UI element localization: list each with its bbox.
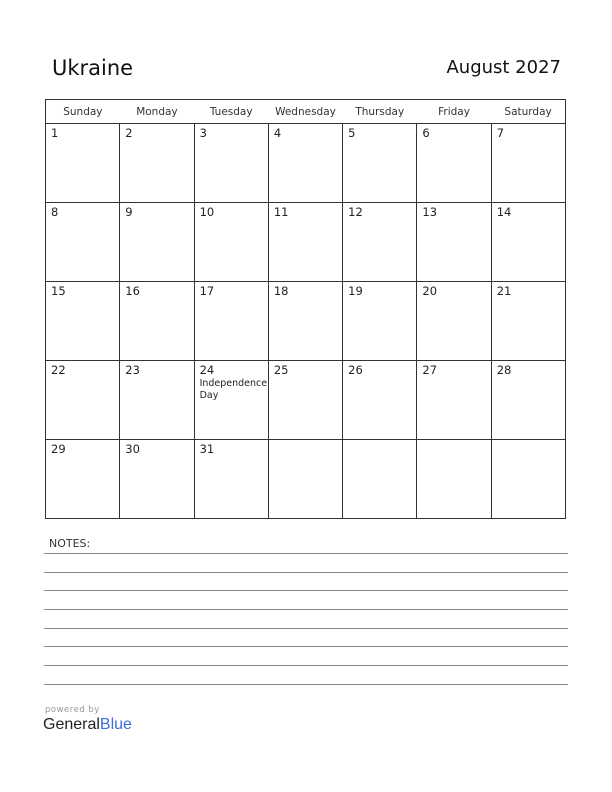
day-cell[interactable]: [268, 203, 342, 282]
day-number: 28: [496, 363, 512, 377]
day-cell[interactable]: [343, 124, 417, 203]
day-cell[interactable]: [343, 361, 417, 440]
day-cell[interactable]: [120, 282, 194, 361]
weekday-header: Monday: [120, 100, 194, 124]
day-number: 14: [496, 205, 512, 219]
day-number: 6: [422, 126, 430, 140]
day-number: 19: [348, 284, 363, 298]
day-number: 8: [51, 205, 59, 219]
day-cell: [491, 440, 565, 519]
day-number: 15: [51, 284, 66, 298]
day-number: 4: [273, 126, 282, 140]
day-number: 7: [496, 126, 505, 140]
weekday-header: Friday: [417, 100, 491, 124]
day-cell[interactable]: [194, 282, 268, 361]
week-row: [46, 361, 566, 440]
day-number: 31: [199, 442, 215, 456]
note-line: [44, 590, 568, 591]
day-number: 23: [125, 363, 140, 377]
day-cell[interactable]: [268, 361, 342, 440]
day-cell[interactable]: [417, 203, 491, 282]
notes-label: NOTES:: [49, 537, 91, 550]
note-line: [44, 553, 568, 554]
day-number: 2: [125, 126, 133, 140]
weekday-header: Sunday: [46, 100, 120, 124]
weekday-header-row: [46, 100, 566, 124]
day-cell[interactable]: [194, 203, 268, 282]
day-cell: [268, 440, 342, 519]
day-cell[interactable]: [194, 361, 268, 440]
note-line: [44, 684, 568, 685]
calendar-grid: [45, 99, 566, 519]
day-cell[interactable]: [46, 361, 120, 440]
week-row: [46, 282, 566, 361]
day-number: 18: [273, 284, 289, 298]
day-number: 17: [199, 284, 215, 298]
week-row: [46, 203, 566, 282]
day-cell[interactable]: [268, 282, 342, 361]
day-cell[interactable]: [46, 203, 120, 282]
day-number: 29: [51, 442, 66, 456]
day-cell[interactable]: [491, 203, 565, 282]
note-line: [44, 572, 568, 573]
day-cell[interactable]: [417, 361, 491, 440]
day-number: 9: [125, 205, 133, 219]
weekday-header: Saturday: [491, 100, 565, 124]
note-line: [44, 646, 568, 647]
note-line: [44, 665, 568, 666]
day-number: 10: [199, 205, 215, 219]
week-row: [46, 440, 566, 519]
day-number: 30: [125, 442, 140, 456]
day-number: 26: [348, 363, 363, 377]
day-number: 24: [199, 363, 215, 377]
month-year-title: August 2027: [446, 57, 561, 78]
day-number: 21: [496, 284, 512, 298]
brand-blue: Blue: [99, 716, 132, 733]
day-cell[interactable]: [120, 124, 194, 203]
day-cell[interactable]: [120, 440, 194, 519]
day-cell[interactable]: [491, 282, 565, 361]
day-number: 5: [348, 126, 356, 140]
day-cell[interactable]: [268, 124, 342, 203]
day-cell[interactable]: [491, 124, 565, 203]
generalblue-logo[interactable]: [43, 716, 132, 734]
note-line: [44, 609, 568, 610]
weekday-header: Tuesday: [194, 100, 268, 124]
day-number: 20: [422, 284, 438, 298]
weekday-header: Wednesday: [268, 100, 342, 124]
day-number: 27: [422, 363, 438, 377]
day-number: 12: [348, 205, 363, 219]
holiday-label: Independence Day: [199, 378, 268, 401]
day-number: 22: [51, 363, 66, 377]
day-cell[interactable]: [46, 440, 120, 519]
day-number: 13: [422, 205, 438, 219]
day-cell[interactable]: [491, 361, 565, 440]
powered-by-label: powered by: [45, 705, 100, 715]
day-cell[interactable]: [120, 361, 194, 440]
weekday-header: Thursday: [343, 100, 417, 124]
week-row: [46, 124, 566, 203]
country-title: Ukraine: [52, 56, 134, 80]
day-cell: [417, 440, 491, 519]
day-cell[interactable]: [417, 282, 491, 361]
brand-general: General: [43, 716, 100, 733]
note-line: [44, 628, 568, 629]
day-cell[interactable]: [194, 440, 268, 519]
day-cell[interactable]: [343, 282, 417, 361]
day-cell[interactable]: [120, 203, 194, 282]
day-cell[interactable]: [46, 282, 120, 361]
day-number: 25: [273, 363, 289, 377]
day-number: 16: [125, 284, 140, 298]
day-cell[interactable]: [417, 124, 491, 203]
day-number: 3: [199, 126, 207, 140]
day-number: 1: [51, 126, 59, 140]
day-cell[interactable]: [194, 124, 268, 203]
day-cell[interactable]: [343, 203, 417, 282]
day-cell: [343, 440, 417, 519]
day-cell[interactable]: [46, 124, 120, 203]
day-number: 11: [273, 205, 289, 219]
